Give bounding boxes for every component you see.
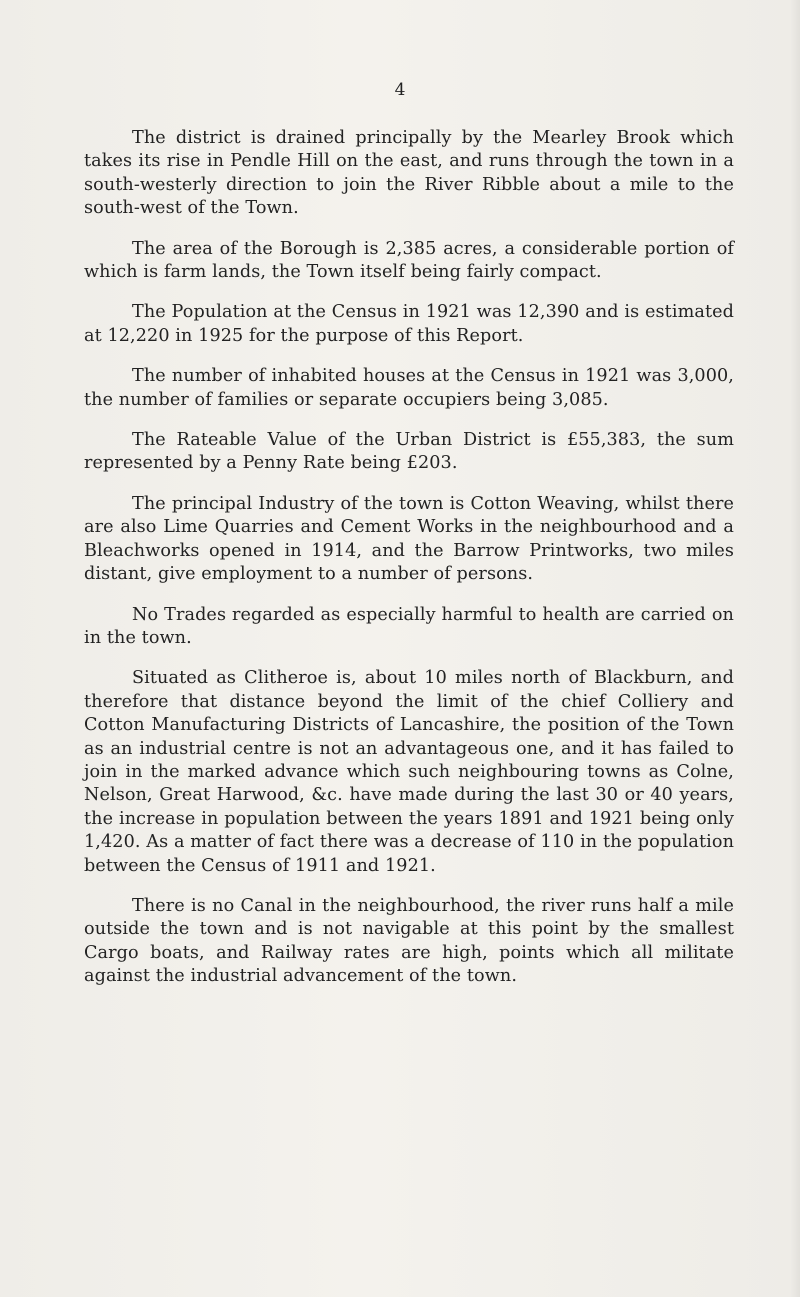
page-edge-shadow bbox=[790, 0, 800, 1297]
paragraph-situation: Situated as Clitheroe is, about 10 miles north of Blackburn, and therefore that distance beyond the limit of the chief Colliery and Cotton Manufacturing Districts of Lancashire, the position of the Town as an industrial centre is not an advantageous one, and it has failed to join in the marked advance which such neighbouring towns as Colne, Nelson, Great Harwood, &c. have made during the last 30 or 40 years, the increase in population between the years 1891 and 1921 being only 1,420. As a matter of fact there was a decrease of 110 in the population between the Census of 1911 and 1921. bbox=[84, 668, 734, 876]
paragraph-trades: No Trades regarded as especially harmful to health are carried on in the town. bbox=[84, 604, 734, 648]
paragraph-drainage: The district is drained principally by the Mearley Brook which takes its rise in Pendle Hill on the east, and runs through the town in a south-westerly direction to join the River Ribble about a mile to the south-west of the Town. bbox=[84, 128, 734, 219]
paragraph-houses: The number of inhabited houses at the Census in 1921 was 3,000, the number of families or separate occupiers being 3,085. bbox=[84, 366, 734, 410]
paragraph-canal: There is no Canal in the neighbourhood, the river runs half a mile outside the town and is not navigable at this point by the smallest Cargo boats, and Railway rates are high, points which all militate against the industrial advancement of the town. bbox=[84, 895, 734, 987]
paragraph-rateable-value: The Rateable Value of the Urban District is £55,383, the sum represented by a Penny Rate being £203. bbox=[84, 430, 734, 474]
paragraph-industry: The principal Industry of the town is Cotton Weaving, whilst there are also Lime Quarries and Cement Works in the neighbourhood and a Bleachworks opened in 1914, and the Barrow Printworks, two miles distant, give employment to a number of persons. bbox=[84, 493, 734, 585]
paragraph-population: The Population at the Census in 1921 was 12,390 and is estimated at 12,220 in 1925 for the purpose of this Report. bbox=[84, 302, 734, 346]
paragraph-area: The area of the Borough is 2,385 acres, a considerable portion of which is farm lands, the Town itself being fairly compact. bbox=[84, 238, 734, 283]
page-number: 4 bbox=[394, 80, 406, 100]
body-text bbox=[84, 127, 734, 989]
